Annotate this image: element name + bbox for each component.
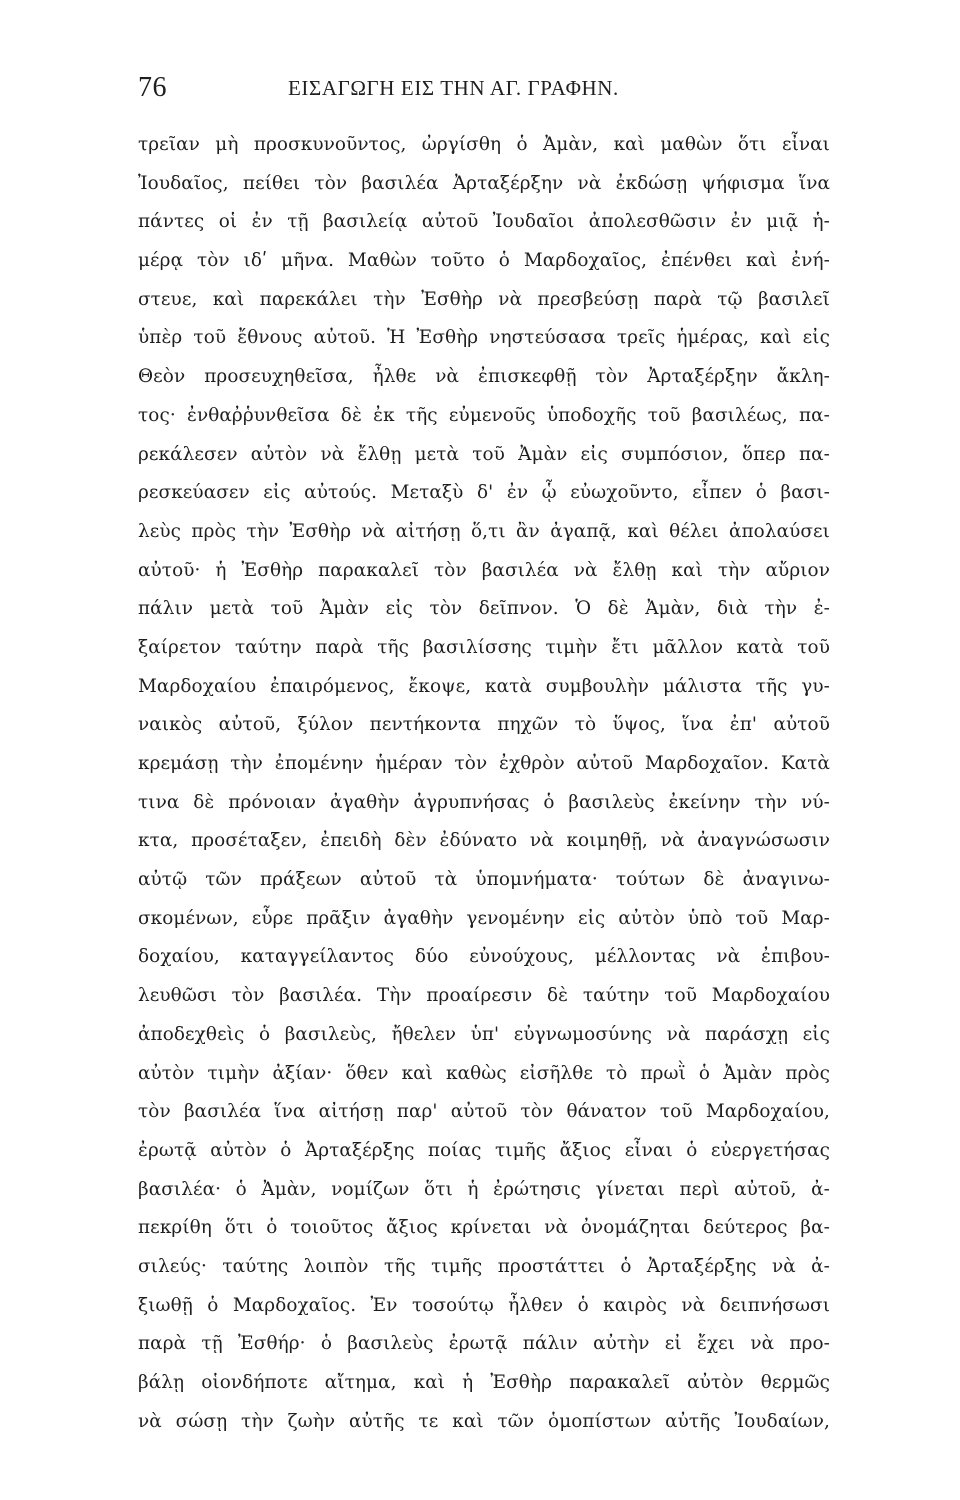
text-line: ναικὸς αὐτοῦ, ξύλον πεντήκοντα πηχῶν τὸ ὕψος, ἵνα ἐπ' αὐτοῦ (138, 714, 830, 736)
text-line: πάντες οἱ ἐν τῇ βασιλείᾳ αὐτοῦ Ἰουδαῖοι ἀπολεσθῶσιν ἐν μιᾷ ἡ- (138, 211, 830, 233)
body-text (138, 126, 830, 1441)
text-line: ξαίρετον ταύτην παρὰ τῆς βασιλίσσης τιμὴν ἔτι μᾶλλον κατὰ τοῦ (138, 636, 830, 658)
text-line: ρεσκεύασεν εἰς αὐτούς. Μεταξὺ δ' ἐν ᾧ εὐωχοῦντο, εἶπεν ὁ βασι- (138, 482, 830, 504)
text-line: κρεμάσῃ τὴν ἐπομένην ἡμέραν τὸν ἐχθρὸν αὐτοῦ Μαρδοχαῖον. Κατὰ (138, 753, 830, 774)
text-line: νὰ σώσῃ τὴν ζωὴν αὐτῆς τε καὶ τῶν ὁμοπίστων αὐτῆς Ἰουδαίων, (138, 1410, 830, 1432)
text-line: τινα δὲ πρόνοιαν ἀγαθὴν ἀγρυπνήσας ὁ βασιλεὺς ἐκείνην τὴν νύ- (138, 791, 830, 813)
text-line: λεὺς πρὸς τὴν Ἐσθὴρ νὰ αἰτήσῃ ὅ,τι ἂν ἀγαπᾷ, καὶ θέλει ἀπολαύσει (138, 520, 830, 542)
text-line: αὐτῷ τῶν πράξεων αὐτοῦ τὰ ὑπομνήματα· τούτων δὲ ἀναγινω- (138, 869, 830, 891)
text-line: λευθῶσι τὸν βασιλέα. Τὴν προαίρεσιν δὲ ταύτην τοῦ Μαρδοχαίου (138, 985, 830, 1007)
text-line: πάλιν μετὰ τοῦ Ἀμὰν εἰς τὸν δεῖπνον. Ὁ δὲ Ἀμὰν, διὰ τὴν ἐ- (138, 598, 830, 620)
text-line: τος· ἐνθαῤῥυνθεῖσα δὲ ἐκ τῆς εὐμενοῦς ὑποδοχῆς τοῦ βασιλέως, πα- (138, 404, 830, 426)
running-head (138, 74, 828, 110)
text-line: μέρᾳ τὸν ιδʹ μῆνα. Μαθὼν τοῦτο ὁ Μαρδοχαῖος, ἐπένθει καὶ ἐνή- (138, 250, 830, 272)
text-line: δοχαίου, καταγγείλαντος δύο εὐνούχους, μέλλοντας νὰ ἐπιβου- (138, 946, 830, 968)
text-line: αὐτοῦ· ἡ Ἐσθὴρ παρακαλεῖ τὸν βασιλέα νὰ ἔλθῃ καὶ τὴν αὔριον (138, 559, 830, 581)
text-line: σιλεύς· ταύτης λοιπὸν τῆς τιμῆς προστάττει ὁ Ἀρταξέρξης νὰ ἀ- (138, 1255, 830, 1277)
text-line: αὐτὸν τιμὴν ἀξίαν· ὅθεν καὶ καθὼς εἰσῆλθε τὸ πρωῒ ὁ Ἀμὰν πρὸς (138, 1062, 830, 1084)
text-line: βάλῃ οἱονδήποτε αἴτημα, καὶ ἡ Ἐσθὴρ παρακαλεῖ αὐτὸν θερμῶς (138, 1372, 830, 1393)
text-line: Μαρδοχαίου ἐπαιρόμενος, ἔκοψε, κατὰ συμβουλὴν μάλιστα τῆς γυ- (138, 675, 830, 697)
text-line: ρεκάλεσεν αὐτὸν νὰ ἔλθῃ μετὰ τοῦ Ἀμὰν εἰς συμπόσιον, ὅπερ πα- (138, 443, 830, 465)
text-line: πεκρίθη ὅτι ὁ τοιοῦτος ἄξιος κρίνεται νὰ ὀνομάζηται δεύτερος βα- (138, 1217, 830, 1239)
running-head-title: ΕΙΣΑΓΩΓΗ ΕΙΣ ΤΗΝ ΑΓ. ΓΡΑΦΗΝ. (288, 76, 619, 100)
page-number: 76 (138, 72, 167, 103)
text-line: ἀποδεχθεὶς ὁ βασιλεὺς, ἤθελεν ὑπ' εὐγνωμοσύνης νὰ παράσχῃ εἰς (138, 1023, 830, 1045)
text-line: τρεῖαν μὴ προσκυνοῦντος, ὠργίσθη ὁ Ἀμὰν, καὶ μαθὼν ὅτι εἶναι (138, 134, 830, 155)
text-line: ὑπὲρ τοῦ ἔθνους αὐτοῦ. Ἡ Ἐσθὴρ νηστεύσασα τρεῖς ἡμέρας, καὶ εἰς (138, 327, 830, 349)
text-line: βασιλέα· ὁ Ἀμὰν, νομίζων ὅτι ἡ ἐρώτησις γίνεται περὶ αὐτοῦ, ἀ- (138, 1178, 830, 1200)
text-line: κτα, προσέταξεν, ἐπειδὴ δὲν ἐδύνατο νὰ κοιμηθῇ, νὰ ἀναγνώσωσιν (138, 830, 830, 852)
text-line: Ἰουδαῖος, πείθει τὸν βασιλέα Ἀρταξέρξην νὰ ἐκδώσῃ ψήφισμα ἵνα (138, 172, 830, 194)
text-line: ξιωθῇ ὁ Μαρδοχαῖος. Ἐν τοσούτῳ ἦλθεν ὁ καιρὸς νὰ δειπνήσωσι (138, 1294, 830, 1316)
text-line: σκομένων, εὗρε πρᾶξιν ἀγαθὴν γενομένην εἰς αὐτὸν ὑπὸ τοῦ Μαρ- (138, 907, 830, 929)
text-line: ἐρωτᾷ αὐτὸν ὁ Ἀρταξέρξης ποίας τιμῆς ἄξιος εἶναι ὁ εὐεργετήσας (138, 1139, 830, 1161)
text-line: παρὰ τῇ Ἐσθήρ· ὁ βασιλεὺς ἐρωτᾷ πάλιν αὐτὴν εἰ ἔχει νὰ προ- (138, 1333, 830, 1355)
text-line: Θεὸν προσευχηθεῖσα, ἦλθε νὰ ἐπισκεφθῇ τὸν Ἀρταξέρξην ἄκλη- (138, 366, 830, 388)
text-line: στευε, καὶ παρεκάλει τὴν Ἐσθὴρ νὰ πρεσβεύσῃ παρὰ τῷ βασιλεῖ (138, 288, 830, 310)
text-line: τὸν βασιλέα ἵνα αἰτήσῃ παρ' αὐτοῦ τὸν θάνατον τοῦ Μαρδοχαίου, (138, 1101, 830, 1123)
